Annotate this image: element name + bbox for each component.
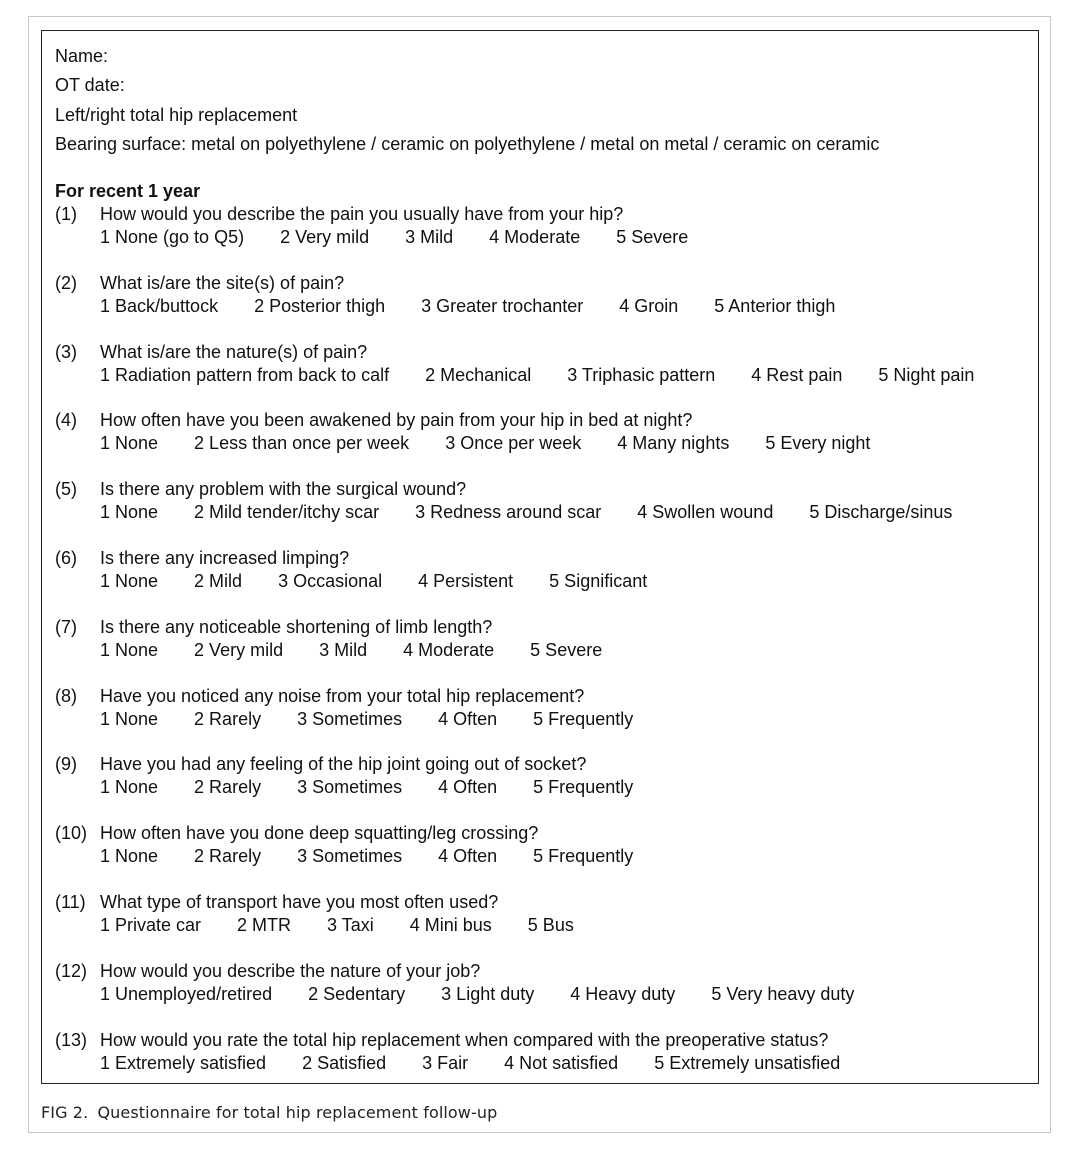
question-item [55, 822, 1030, 868]
answer-option: 5 Significant [549, 571, 648, 591]
answer-options [100, 845, 633, 867]
question-number: (13) [55, 1030, 88, 1050]
question-text: What type of transport have you most often used? [100, 892, 499, 912]
question-number: (12) [55, 961, 88, 981]
question-text: Have you had any feeling of the hip joint going out of socket? [100, 754, 587, 774]
answer-option: 3 Once per week [445, 433, 582, 453]
answer-option: 2 Rarely [194, 709, 262, 729]
question-text: How often have you been awakened by pain from your hip in bed at night? [100, 410, 693, 430]
question-item [55, 203, 1030, 249]
answer-option: 3 Greater trochanter [421, 296, 584, 316]
question-text: Is there any increased limping? [100, 548, 350, 568]
answer-option: 5 Frequently [533, 846, 634, 866]
answer-option: 4 Often [438, 846, 498, 866]
question-number: (2) [55, 273, 77, 293]
answer-options [100, 226, 688, 248]
answer-option: 3 Redness around scar [415, 502, 602, 522]
answer-option: 4 Moderate [489, 227, 581, 247]
question-item [55, 753, 1030, 799]
answer-option: 5 Every night [765, 433, 871, 453]
question-item [55, 1029, 1030, 1075]
answer-option: 2 Posterior thigh [254, 296, 386, 316]
question-item [55, 272, 1030, 318]
caption-text: Questionnaire for total hip replacement follow-up [97, 1103, 498, 1122]
answer-option: 4 Mini bus [409, 915, 492, 935]
answer-option: 2 Rarely [194, 846, 262, 866]
answer-option: 1 Unemployed/retired [100, 984, 273, 1004]
question-item [55, 547, 1030, 593]
answer-option: 5 Frequently [533, 777, 634, 797]
question-number: (1) [55, 204, 77, 224]
answer-option: 4 Swollen wound [637, 502, 774, 522]
caption-label: FIG 2. [41, 1103, 89, 1122]
answer-options [100, 983, 854, 1005]
answer-options [100, 364, 974, 386]
answer-option: 1 None [100, 777, 159, 797]
answer-option: 1 None [100, 433, 159, 453]
question-number: (10) [55, 823, 88, 843]
question-number: (9) [55, 754, 77, 774]
question-number: (11) [55, 892, 86, 912]
answer-option: 2 MTR [237, 915, 292, 935]
answer-option: 5 Severe [616, 227, 689, 247]
answer-option: 4 Often [438, 777, 498, 797]
answer-option: 4 Rest pain [751, 365, 843, 385]
answer-option: 2 Mechanical [425, 365, 532, 385]
question-item [55, 960, 1030, 1006]
answer-option: 5 Night pain [878, 365, 975, 385]
question-text: How would you rate the total hip replacement when compared with the preoperative status? [100, 1030, 829, 1050]
answer-option: 5 Anterior thigh [714, 296, 836, 316]
answer-option: 1 None [100, 709, 159, 729]
answer-option: 2 Satisfied [302, 1053, 387, 1073]
answer-option: 5 Bus [527, 915, 574, 935]
answer-option: 4 Heavy duty [570, 984, 676, 1004]
answer-option: 3 Taxi [327, 915, 374, 935]
answer-option: 2 Less than once per week [194, 433, 410, 453]
answer-option: 5 Severe [530, 640, 603, 660]
answer-option: 3 Fair [422, 1053, 469, 1073]
answer-option: 1 None [100, 571, 159, 591]
question-number: (4) [55, 410, 77, 430]
answer-option: 1 None [100, 640, 159, 660]
answer-option: 5 Extremely unsatisfied [654, 1053, 841, 1073]
answer-option: 3 Sometimes [297, 709, 403, 729]
question-text: Have you noticed any noise from your total hip replacement? [100, 686, 585, 706]
answer-option: 1 Back/buttock [100, 296, 219, 316]
answer-option: 3 Occasional [278, 571, 383, 591]
answer-option: 2 Very mild [280, 227, 370, 247]
answer-option: 4 Persistent [418, 571, 514, 591]
bearing-surface-line: Bearing surface: metal on polyethylene / ceramic on polyethylene / metal on metal / ceramic on ceramic [55, 134, 880, 154]
answer-option: 4 Groin [619, 296, 679, 316]
answer-option: 1 None [100, 502, 159, 522]
question-text: How often have you done deep squatting/leg crossing? [100, 823, 539, 843]
answer-option: 5 Frequently [533, 709, 634, 729]
answer-options [100, 776, 633, 798]
answer-options [100, 432, 870, 454]
answer-options [100, 295, 835, 317]
answer-option: 1 Radiation pattern from back to calf [100, 365, 390, 385]
question-text: Is there any noticeable shortening of limb length? [100, 617, 493, 637]
question-number: (6) [55, 548, 77, 568]
answer-options [100, 708, 633, 730]
question-item [55, 891, 1030, 937]
question-number: (8) [55, 686, 77, 706]
question-text: What is/are the site(s) of pain? [100, 273, 345, 293]
question-text: What is/are the nature(s) of pain? [100, 342, 368, 362]
side-line: Left/right total hip replacement [55, 105, 298, 125]
answer-option: 3 Mild [319, 640, 368, 660]
question-text: Is there any problem with the surgical wound? [100, 479, 467, 499]
answer-option: 3 Light duty [441, 984, 535, 1004]
question-number: (7) [55, 617, 77, 637]
section-title: For recent 1 year [55, 181, 201, 201]
answer-option: 1 Private car [100, 915, 202, 935]
question-number: (5) [55, 479, 77, 499]
answer-options [100, 1052, 840, 1074]
answer-option: 1 None [100, 846, 159, 866]
answer-option: 1 Extremely satisfied [100, 1053, 267, 1073]
ot-date-label: OT date: [55, 75, 125, 95]
answer-option: 2 Rarely [194, 777, 262, 797]
answer-option: 3 Sometimes [297, 777, 403, 797]
answer-option: 2 Mild tender/itchy scar [194, 502, 380, 522]
answer-option: 3 Sometimes [297, 846, 403, 866]
question-number: (3) [55, 342, 77, 362]
question-item [55, 409, 1030, 455]
answer-options [100, 639, 602, 661]
question-item [55, 341, 1030, 387]
answer-options [100, 570, 647, 592]
answer-option: 1 None (go to Q5) [100, 227, 245, 247]
answer-option: 5 Discharge/sinus [809, 502, 953, 522]
figure-caption [41, 1103, 497, 1123]
name-label: Name: [55, 46, 109, 66]
answer-option: 3 Mild [405, 227, 454, 247]
answer-option: 4 Not satisfied [504, 1053, 619, 1073]
answer-options [100, 914, 574, 936]
answer-option: 4 Many nights [617, 433, 730, 453]
answer-options [100, 501, 952, 523]
question-text: How would you describe the nature of your job? [100, 961, 481, 981]
answer-option: 4 Often [438, 709, 498, 729]
answer-option: 5 Very heavy duty [711, 984, 855, 1004]
answer-option: 2 Mild [194, 571, 243, 591]
question-item [55, 685, 1030, 731]
answer-option: 2 Very mild [194, 640, 284, 660]
question-item [55, 478, 1030, 524]
answer-option: 2 Sedentary [308, 984, 406, 1004]
question-item [55, 616, 1030, 662]
question-text: How would you describe the pain you usually have from your hip? [100, 204, 624, 224]
answer-option: 4 Moderate [403, 640, 495, 660]
answer-option: 3 Triphasic pattern [567, 365, 716, 385]
